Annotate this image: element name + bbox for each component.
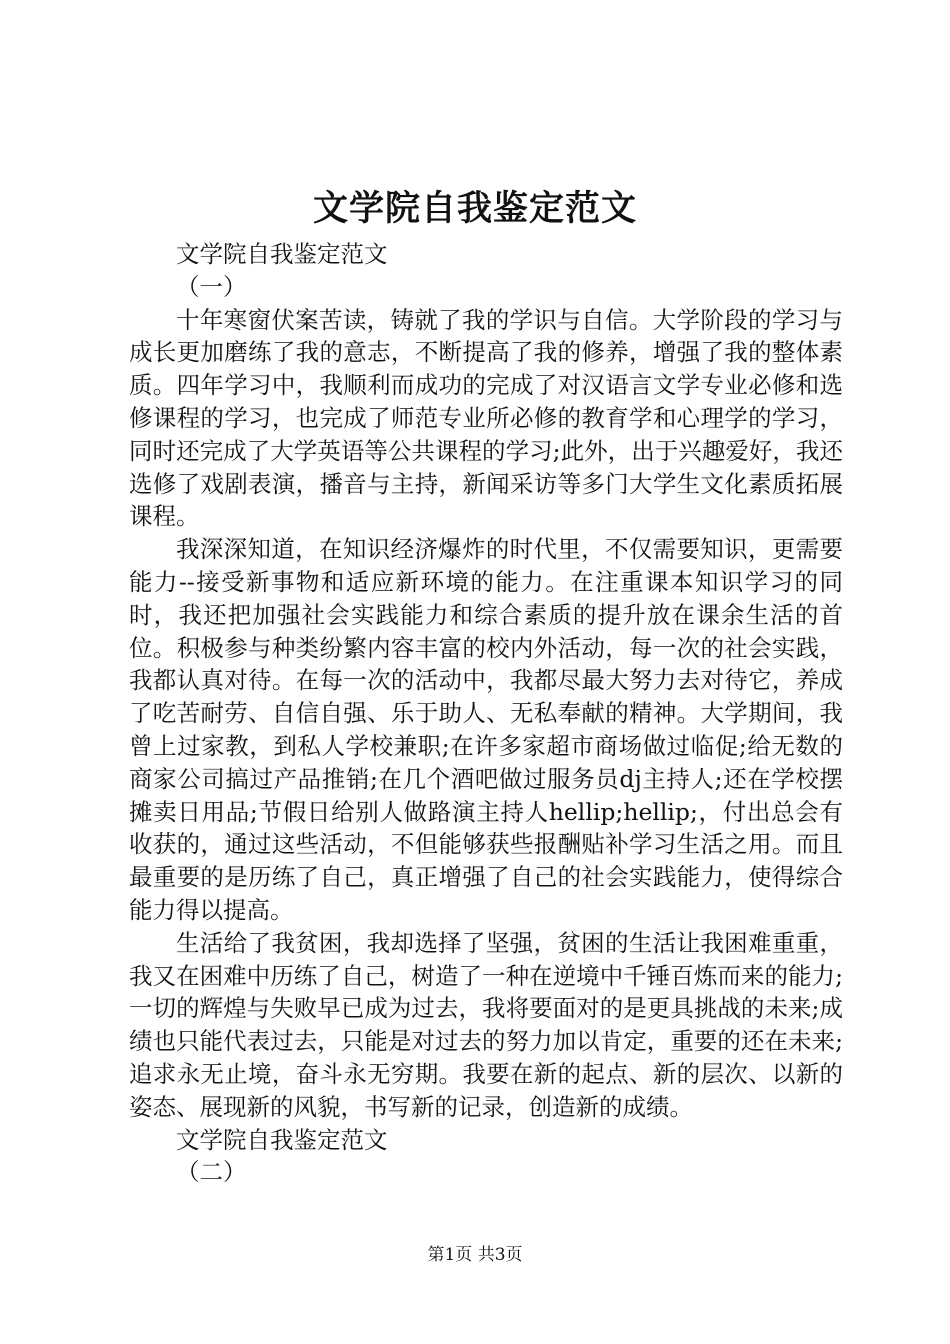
page-footer: 第1页 共3页 bbox=[427, 1245, 523, 1265]
paragraph: 十年寒窗伏案苦读，铸就了我的学识与自信。大学阶段的学习与成长更加磨练了我的意志，不断提高了我的修养，增强了我的整体素质。四年学习中，我顺利而成功的完成了对汉语言文学专业必修和选修课程的学习，也完成了师范专业所必修的教育学和心理学的学习，同时还完成了大学英语等公共课程的学习;此外，出于兴趣爱好，我还选修了戏剧表演，播音与主持，新闻采访等多门大学生文化素质拓展课程。 bbox=[129, 305, 843, 531]
section-heading: 文学院自我鉴定范文 bbox=[176, 1125, 388, 1154]
section-number: （一） bbox=[176, 272, 247, 301]
paragraph: 我深深知道，在知识经济爆炸的时代里，不仅需要知识，更需要能力--接受新事物和适应新环境的能力。在注重课本知识学习的同时，我还把加强社会实践能力和综合素质的提升放在课余生活的首位。积极参与种类纷繁内容丰富的校内外活动，每一次的社会实践，我都认真对待。在每一次的活动中，我都尽最大努力去对待它，养成了吃苦耐劳、自信自强、乐于助人、无私奉献的精神。大学期间，我曾上过家教，到私人学校兼职;在许多家超市商场做过临促;给无数的商家公司搞过产品推销;在几个酒吧做过服务员dj主持人;还在学校摆摊卖日用品;节假日给别人做路演主持人hellip;hellip;，付出总会有收获的，通过这些活动，不但能够获些报酬贴补学习生活之用。而且最重要的是历练了自己，真正增强了自己的社会实践能力，使得综合能力得以提高。 bbox=[129, 535, 843, 924]
document-body bbox=[129, 238, 843, 1189]
paragraph: 生活给了我贫困，我却选择了坚强，贫困的生活让我困难重重，我又在困难中历练了自己，树造了一种在逆境中千锤百炼而来的能力;一切的辉煌与失败早已成为过去，我将要面对的是更具挑战的未来;成绩也只能代表过去，只能是对过去的努力加以肯定，重要的还在未来;追求永无止境，奋斗永无穷期。我要在新的起点、新的层次、以新的姿态、展现新的风貌，书写新的记录，创造新的成绩。 bbox=[129, 928, 843, 1121]
section-heading: 文学院自我鉴定范文 bbox=[176, 240, 388, 268]
document-title: 文学院自我鉴定范文 bbox=[312, 188, 637, 229]
section-number: （二） bbox=[176, 1158, 247, 1187]
